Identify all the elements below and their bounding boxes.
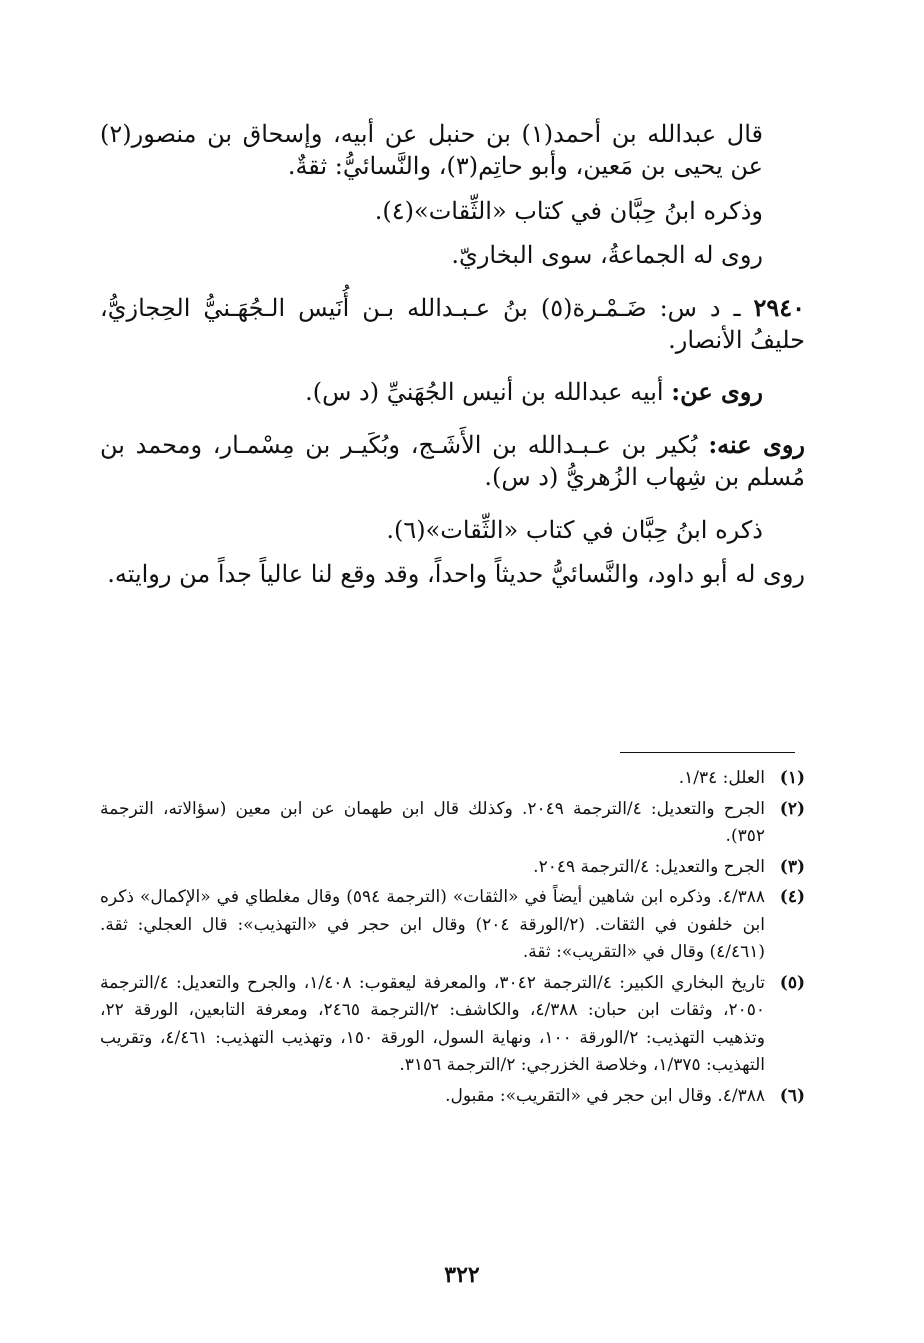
footnote-text: تاريخ البخاري الكبير: ٤/الترجمة ٣٠٤٢، والمعرفة ليعقوب: ١/٤٠٨، والجرح والتعديل: ٤/الترجمة ٢٠٥٠، وثقات ابن حبان: ٤/٣٨٨، والكاشف: ٢/الترجمة ٢٤٦٥، ومعرفة التابعين، الورقة ٢٢، وتذهيب التهذيب: ٢/الورقة ١٠٠، ونهاية السول، الورقة ١٥٠، وتهذيب التهذيب: ٤/٤٦١، وتقريب التهذيب: ١/٣٧٥، وخلاصة الخزرجي: ٢/الترجمة ٣١٥٦. [100,972,765,1076]
footnote-item [100,884,805,967]
footnote-number: (١) [779,768,805,788]
rawa-an-text: أبيه عبدالله بن أنيس الجُهَنيِّ (د س). [305,378,664,407]
footnote-item [100,796,805,851]
footnote-separator [620,752,795,753]
footnote-item [100,854,805,882]
footnote-number: (٥) [779,972,805,993]
footnote-item [100,1083,805,1111]
footnote-item [100,765,805,793]
entry-heading-text: ـ د س: ضَـمْـرة(٥) بنُ عـبـدالله بـن أُنَيس الـجُهَـنيُّ الحِجازيُّ، حليفُ الأنصار. [100,293,805,354]
footnote-text: الجرح والتعديل: ٤/الترجمة ٢٠٤٩. [533,856,765,877]
rawa-an-label: روى عن: [671,377,763,407]
paragraph-narration: قال عبدالله بن أحمد(١) بن حنبل عن أبيه، وإسحاق بن منصور(٢) عن يحيى بن مَعين، وأبو حاتِم(٣)، والنَّسائيُّ: ثقةٌ. [100,120,763,181]
footnote-number: (٢) [779,798,805,819]
paragraph-rawa-anhu [100,429,805,494]
footnote-text: ٤/٣٨٨. وقال ابن حجر في «التقريب»: مقبول. [445,1085,765,1106]
paragraph-abu-dawud: روى له أبو داود، والنَّسائيُّ حديثاً واحداً، وقد وقع لنا عالياً جداً من روايته. [107,559,805,588]
footnote-number: (٤) [779,887,805,908]
footnote-item [100,970,805,1080]
entry-heading [100,292,805,357]
rawa-anhu-text: بُكير بن عـبـدالله بن الأَشَـج، وبُكَيـر بن مِسْمـار، ومحمد بن مُسلم بن شِهاب الزُهريُّ (د س). [100,430,805,492]
footnote-text: العلل: ١/٣٤. [678,768,765,788]
main-text [100,118,805,610]
footnotes [100,765,805,1113]
paragraph-rawa-an [100,376,805,408]
page-number: ٣٢٢ [444,1262,480,1288]
footnote-text: ٤/٣٨٨. وذكره ابن شاهين أيضاً في «الثقات» (الترجمة ٥٩٤) وقال مغلطاي في «الإكمال» ذكره ابن خلفون في الثقات. (٢/الورقة ٢٠٤) وقال ابن حجر في «التهذيب»: قال العجلي: ثقة. (٤/٤٦١) وقال في «التقريب»: ثقة. [100,887,765,963]
footnote-number: (٣) [779,856,805,877]
rawa-anhu-label: روى عنه: [708,429,805,459]
footnote-number: (٦) [779,1085,805,1106]
paragraph-ibn-hibban: وذكره ابنُ حِبَّان في كتاب «الثِّقات»(٤). [374,196,763,225]
footnote-text: الجرح والتعديل: ٤/الترجمة ٢٠٤٩. وكذلك قال ابن طهمان عن ابن معين (سؤالاته، الترجمة ٣٥٢). [100,798,765,847]
paragraph-ibn-hibban-2: ذكره ابنُ حِبَّان في كتاب «الثِّقات»(٦). [386,515,763,544]
paragraph-narrated-by-group: روى له الجماعةُ، سوى البخاريّ. [451,241,763,270]
entry-number: ٢٩٤٠ [753,292,805,322]
